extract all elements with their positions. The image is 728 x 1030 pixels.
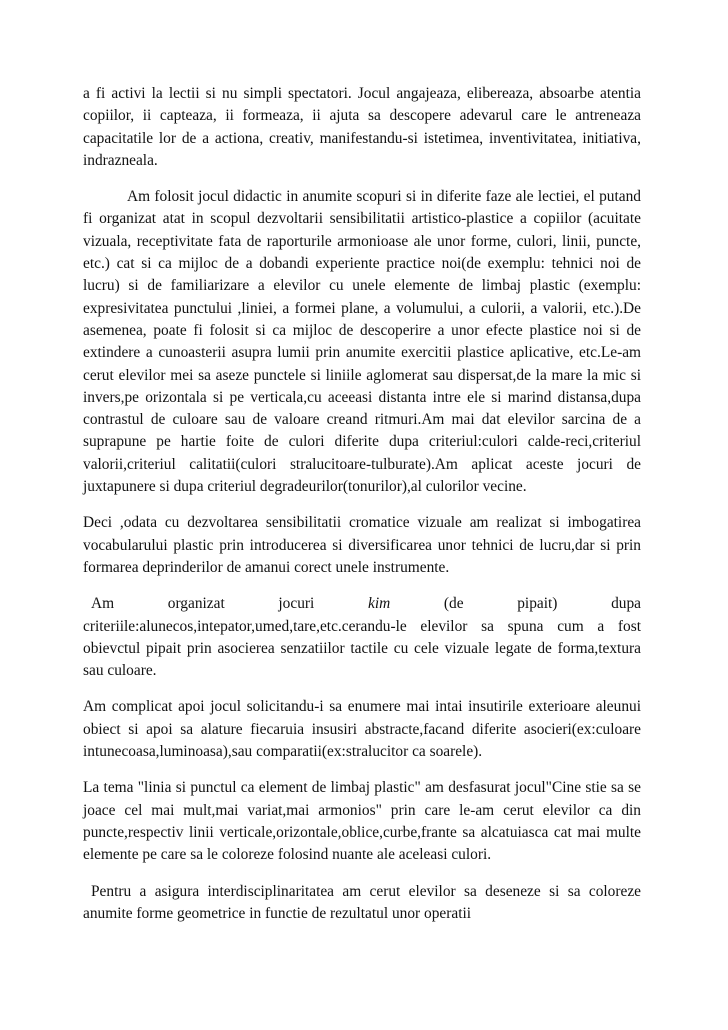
paragraph-line-and-point-theme: La tema "linia si punctul ca element de limbaj plastic" am desfasurat jocul"Cine stie sa se joace cel mai mult,mai variat,mai armonios" prin care le-am cerut elevilor ca din puncte,respectiv linii verticale,orizontale,oblice,curbe,frante sa alcatuiasca cat mai multe elemente pe care sa le coloreze folosind nuante ale aceleasi culori. [83,779,641,864]
paragraph-intro-continuation: a fi activi la lectii si nu simpli spectatori. Jocul angajeaza, elibereaza, absoarbe atentia copiilor, ii capteaza, ii formeaza, ii ajuta sa descopere adevarul care le antreneaza capacitatile lor de a actiona, creativ, manifestandu-si istetimea, inventivitatea, initiativa, indrazneala. [83,85,641,169]
paragraph-kim-games [83,593,641,682]
kim-games-text-before: Am organizat jocuri [91,595,368,613]
paragraph-complicated-game: Am complicat apoi jocul solicitandu-i sa enumere mai intai insutirile exterioare aleunui obiect si apoi sa alature fiecaruia insusiri abstracte,facand diferite asocieri(ex:culoare intunecoasa,luminoasa),sau comparatii(ex:stralucitor ca soarele). [83,698,641,761]
kim-games-text-after: (de pipait) dupa criteriile:alunecos,intepator,umed,tare,etc.cerandu-le elevilor sa spuna cum a fost obievctul pipait prin asocierea senzatiilor tactile cu cele vizuale legate de forma,textura sau culoare. [83,595,641,680]
document-page [83,83,641,925]
paragraph-didactic-game: Am folosit jocul didactic in anumite scopuri si in diferite faze ale lectiei, el putand fi organizat atat in scopul dezvoltarii sensibilitatii artistico-plastice a copiilor (acuitate vizuala, receptivitate fata de raporturile armonioase ale unor forme, culori, linii, puncte, etc.) cat si ca mijloc de a dobandi experiente practice noi(de exemplu: tehnici noi de lucru) si de familiarizare a elevilor cu unele elemente de limbaj plastic (exemplu: expresivitatea punctului ,liniei, a formei plane, a volumului, a culorii, a valorii, etc.).De asemenea, poate fi folosit si ca mijloc de descoperire a unor efecte plastice noi si de extindere a cunoasterii asupra lumii prin anumite exercitii plastice aplicative, etc.Le-am cerut elevilor mei sa aseze punctele si liniile aglomerat sau dispersat,de la mare la mic si invers,pe orizontala si pe verticala,cu aceeasi distanta intre ele si marind distansa,dupa contrastul de culoare sau de valoare creand ritmuri.Am mai dat elevilor sarcina de a suprapune pe hartie foite de culori diferite dupa criteriul:culori calde-reci,criteriul valorii,criteriul calitatii(culori stralucitoare-tulburate).Am aplicat aceste jocuri de juxtapunere si dupa criteriul degradeurilor(tonurilor),al culorilor vecine. [83,188,641,496]
kim-games-italic-term: kim [367,595,391,613]
paragraph-interdisciplinarity: Pentru a asigura interdisciplinaritatea am cerut elevilor sa deseneze si sa coloreze anumite forme geometrice in functie de rezultatul unor operatii [83,882,641,922]
paragraph-chromatic-sensitivity: Deci ,odata cu dezvoltarea sensibilitatii cromatice vizuale am realizat si imbogatirea vocabularului plastic prin introducerea si diversificarea unor tehnici de lucru,dar si prin formarea deprinderilor de amanui corect unele instrumente. [83,514,641,576]
